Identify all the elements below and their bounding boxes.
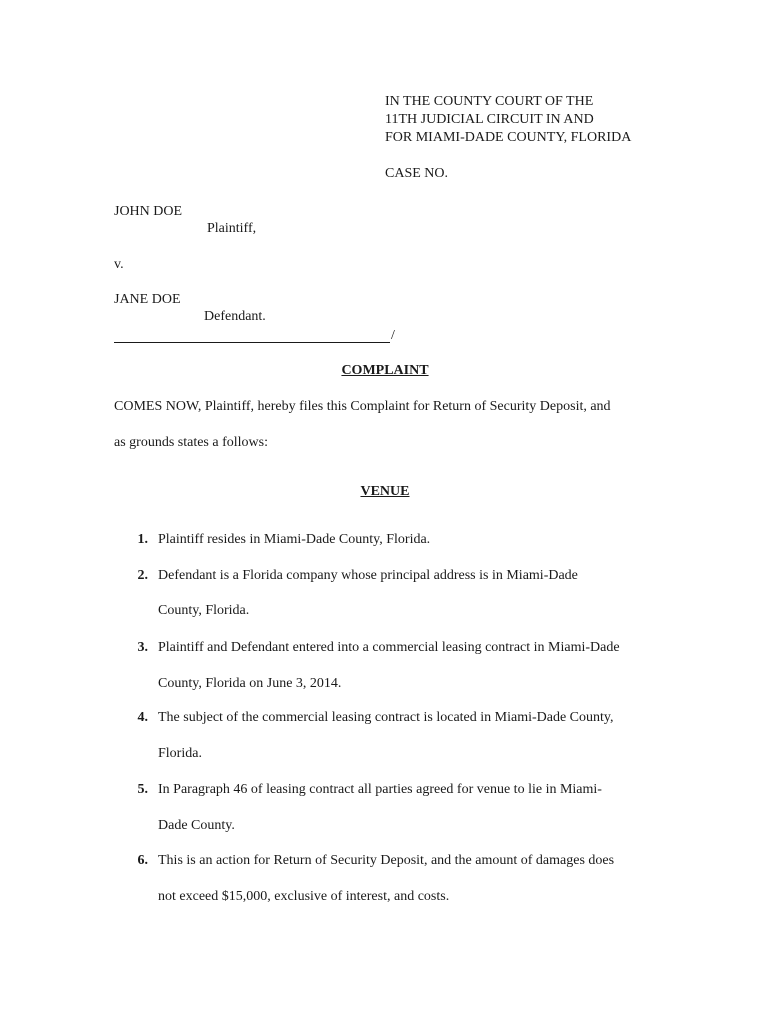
intro-text: COMES NOW, Plaintiff, hereby files this Complaint for Return of Security Deposit, and (114, 399, 611, 414)
paragraph-number: 6. (137, 853, 148, 868)
paragraph-text: County, Florida. (158, 603, 250, 618)
paragraph-number: 1. (137, 532, 148, 547)
court-line: IN THE COUNTY COURT OF THE (385, 94, 594, 109)
defendant-name: JANE DOE (114, 292, 181, 307)
case-number-label: CASE NO. (385, 166, 449, 181)
plaintiff-name: JOHN DOE (114, 204, 183, 219)
paragraph-text: Plaintiff resides in Miami-Dade County, Florida. (158, 532, 431, 547)
versus-label: v. (114, 257, 124, 272)
intro-text: as grounds states a follows: (114, 435, 268, 450)
complaint-heading: COMPLAINT (341, 363, 429, 378)
paragraph-text: Dade County. (158, 818, 235, 833)
defendant-role: Defendant. (204, 309, 266, 324)
paragraph-text: In Paragraph 46 of leasing contract all parties agreed for venue to lie in Miami- (158, 782, 602, 797)
paragraph-text: Plaintiff and Defendant entered into a commercial leasing contract in Miami-Dade (158, 640, 620, 655)
paragraph-text: Florida. (158, 746, 202, 761)
caption-rule (114, 326, 390, 343)
venue-heading: VENUE (360, 484, 410, 499)
paragraph-number: 3. (137, 640, 148, 655)
paragraph-number: 2. (137, 568, 148, 583)
paragraph-text: not exceed $15,000, exclusive of interest, and costs. (158, 889, 450, 904)
court-caption (385, 93, 631, 147)
paragraph-text: The subject of the commercial leasing contract is located in Miami-Dade County, (158, 710, 614, 725)
paragraph-text: County, Florida on June 3, 2014. (158, 676, 342, 691)
paragraph-text: This is an action for Return of Security Deposit, and the amount of damages does (158, 853, 615, 868)
court-line: 11TH JUDICIAL CIRCUIT IN AND (385, 112, 594, 127)
plaintiff-role: Plaintiff, (207, 221, 257, 236)
caption-slash: / (391, 328, 395, 343)
paragraph-text: Defendant is a Florida company whose principal address is in Miami-Dade (158, 568, 578, 583)
paragraph-number: 5. (137, 782, 148, 797)
paragraph-number: 4. (137, 710, 148, 725)
court-line: FOR MIAMI-DADE COUNTY, FLORIDA (385, 130, 632, 145)
